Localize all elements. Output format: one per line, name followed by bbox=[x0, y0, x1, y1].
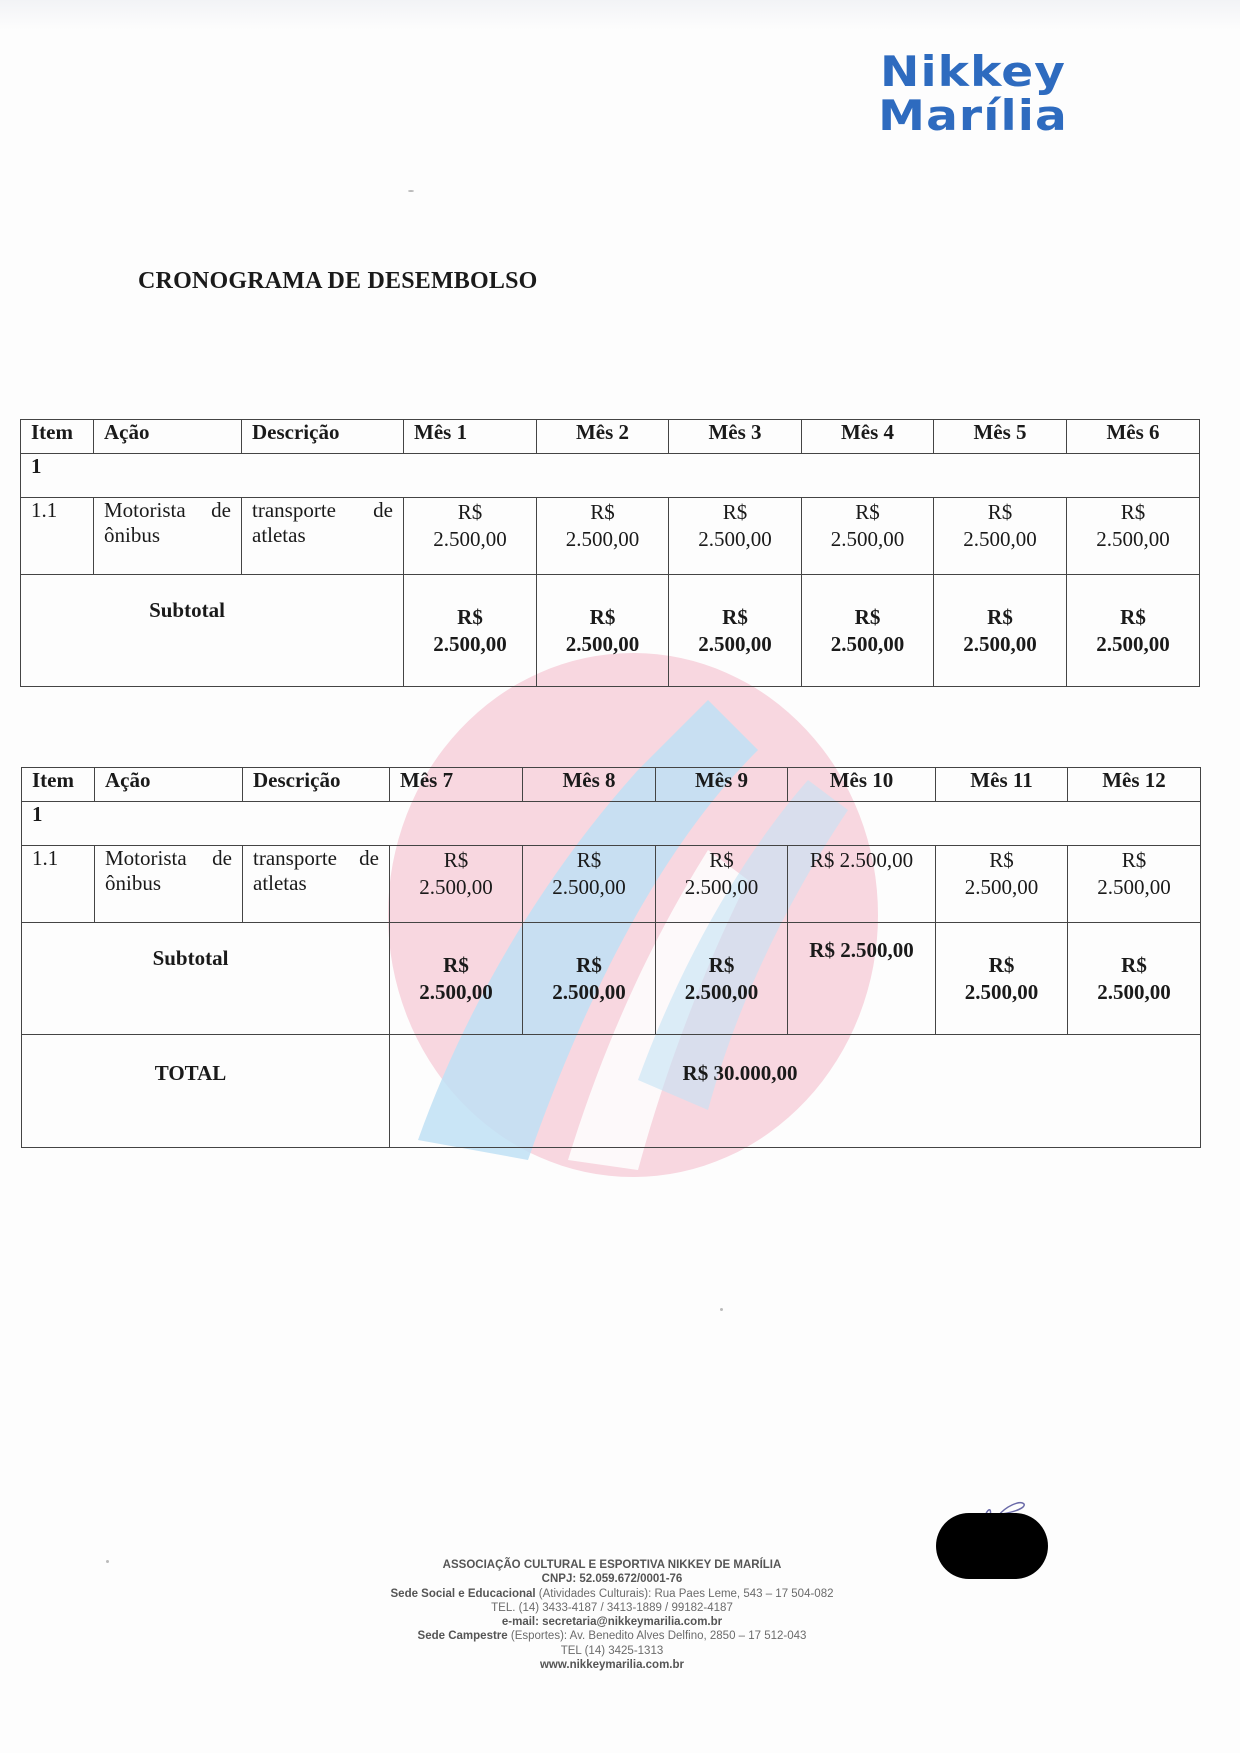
row-descricao bbox=[242, 498, 404, 575]
value-amount: 2.500,00 bbox=[419, 875, 493, 899]
subtotal-row bbox=[21, 575, 1200, 687]
subtotal-amount: 2.500,00 bbox=[419, 979, 493, 1004]
value-mes-6 bbox=[1067, 498, 1200, 575]
footer-cnpj: CNPJ: 52.059.672/0001-76 bbox=[541, 1573, 683, 1586]
subtotal-currency: R$ bbox=[589, 604, 616, 629]
redaction-mark bbox=[936, 1513, 1048, 1579]
subtotal-amount: 2.500,00 bbox=[565, 631, 640, 656]
row-descricao-line-2: atletas bbox=[252, 523, 306, 547]
subtotal-amount: 2.500,00 bbox=[1097, 979, 1171, 1004]
footer-website[interactable]: www.nikkeymarilia.com.br bbox=[539, 1659, 685, 1672]
subtotal-currency: R$ bbox=[987, 604, 1013, 629]
value-amount: 2.500,00 bbox=[830, 527, 905, 551]
subtotal-mes-1 bbox=[404, 575, 537, 687]
header-descricao: Descrição bbox=[242, 420, 404, 454]
value-mes-10 bbox=[788, 846, 936, 923]
value-mes-8 bbox=[523, 846, 656, 923]
subtotal-mes-10 bbox=[788, 923, 936, 1035]
header-mes-4: Mês 4 bbox=[802, 420, 934, 454]
header-mes-12: Mês 12 bbox=[1068, 768, 1201, 802]
value-currency: R$ bbox=[457, 500, 483, 524]
row-acao-line-2: ônibus bbox=[104, 523, 161, 547]
subtotal-currency: R$ bbox=[457, 604, 483, 629]
value-amount: 2.500,00 bbox=[684, 875, 759, 899]
row-acao bbox=[95, 846, 243, 923]
row-descricao-line-1: transporte de bbox=[253, 846, 379, 870]
value-amount: 2.500,00 bbox=[963, 527, 1037, 551]
subtotal-amount: 2.500,00 bbox=[964, 979, 1039, 1004]
footer-sede-campestre-text: (Esportes): Av. Benedito Alves Delfino, 2850 – 17 512-043 bbox=[507, 1630, 807, 1643]
header-item: Item bbox=[22, 768, 95, 802]
disbursement-table-months-7-12 bbox=[21, 767, 1201, 1148]
subtotal-mes-5 bbox=[934, 575, 1067, 687]
value-currency: R$ bbox=[443, 848, 469, 872]
subtotal-label: Subtotal bbox=[22, 923, 390, 1035]
value-mes-1 bbox=[404, 498, 537, 575]
scan-speck bbox=[106, 1560, 109, 1563]
row-acao-line-1: Motorista de bbox=[104, 498, 231, 522]
header-mes-11: Mês 11 bbox=[936, 768, 1068, 802]
row-acao-line-1: Motorista de bbox=[105, 846, 232, 870]
subtotal-currency: R$ bbox=[576, 952, 602, 977]
footer-sede-social-label: Sede Social e Educacional bbox=[390, 1587, 536, 1600]
subtotal-mes-6 bbox=[1067, 575, 1200, 687]
page-title: CRONOGRAMA DE DESEMBOLSO bbox=[138, 268, 538, 294]
footer-org: ASSOCIAÇÃO CULTURAL E ESPORTIVA NIKKEY DE MARÍLIA bbox=[442, 1559, 782, 1571]
value-amount: R$ 2.500,00 bbox=[809, 848, 914, 872]
row-item: 1.1 bbox=[21, 498, 94, 575]
nikkey-marilia-logo bbox=[858, 47, 1088, 140]
header-mes-8: Mês 8 bbox=[523, 768, 656, 802]
subtotal-currency: R$ bbox=[988, 952, 1015, 977]
subtotal-mes-3 bbox=[669, 575, 802, 687]
value-mes-3 bbox=[669, 498, 802, 575]
subtotal-amount: 2.500,00 bbox=[433, 631, 507, 656]
header-acao: Ação bbox=[95, 768, 243, 802]
subtotal-amount: 2.500,00 bbox=[698, 631, 772, 656]
subtotal-amount: 2.500,00 bbox=[552, 979, 626, 1004]
value-amount: 2.500,00 bbox=[1097, 875, 1171, 899]
subtotal-mes-7 bbox=[390, 923, 523, 1035]
header-descricao: Descrição bbox=[243, 768, 390, 802]
value-currency: R$ bbox=[590, 500, 615, 524]
row-descricao-line-1: transporte de bbox=[252, 498, 393, 522]
subtotal-currency: R$ bbox=[722, 604, 748, 629]
value-currency: R$ bbox=[576, 848, 602, 872]
value-amount: 2.500,00 bbox=[552, 875, 626, 899]
disbursement-table-months-1-6 bbox=[20, 419, 1200, 687]
subtotal-currency: R$ bbox=[854, 604, 881, 629]
header-mes-1: Mês 1 bbox=[404, 420, 537, 454]
footer-sede-campestre bbox=[312, 1629, 912, 1643]
header-mes-6: Mês 6 bbox=[1067, 420, 1200, 454]
value-currency: R$ bbox=[709, 848, 734, 872]
value-currency: R$ bbox=[1120, 500, 1146, 524]
value-amount: 2.500,00 bbox=[1096, 527, 1170, 551]
value-amount: 2.500,00 bbox=[964, 875, 1039, 899]
value-currency: R$ bbox=[855, 500, 880, 524]
footer-sede-social bbox=[312, 1587, 912, 1601]
footer-email[interactable]: e-mail: secretaria@nikkeymarilia.com.br bbox=[501, 1616, 723, 1629]
table-header-row bbox=[22, 768, 1201, 802]
row-item: 1.1 bbox=[22, 846, 95, 923]
subtotal-currency: R$ bbox=[1120, 604, 1146, 629]
subtotal-mes-9 bbox=[656, 923, 788, 1035]
value-mes-9 bbox=[656, 846, 788, 923]
subtotal-mes-2 bbox=[537, 575, 669, 687]
subtotal-amount: 2.500,00 bbox=[963, 631, 1037, 656]
table-row bbox=[21, 498, 1200, 575]
value-currency: R$ bbox=[987, 500, 1013, 524]
value-amount: 2.500,00 bbox=[698, 527, 772, 551]
header-mes-10: Mês 10 bbox=[788, 768, 936, 802]
total-value: R$ 30.000,00 bbox=[390, 1035, 1201, 1148]
value-currency: R$ bbox=[1121, 848, 1147, 872]
row-acao bbox=[94, 498, 242, 575]
subtotal-currency: R$ bbox=[708, 952, 735, 977]
value-amount: 2.500,00 bbox=[565, 527, 640, 551]
subtotal-label: Subtotal bbox=[21, 575, 404, 687]
subtotal-mes-4 bbox=[802, 575, 934, 687]
value-mes-7 bbox=[390, 846, 523, 923]
scan-speck bbox=[720, 1308, 723, 1311]
header-acao: Ação bbox=[94, 420, 242, 454]
table-row bbox=[22, 846, 1201, 923]
group-row bbox=[21, 454, 1200, 498]
footer-sede-social-text: (Atividades Culturais): Rua Paes Leme, 543 – 17 504-082 bbox=[535, 1587, 834, 1600]
subtotal-mes-8 bbox=[523, 923, 656, 1035]
value-amount: 2.500,00 bbox=[433, 527, 507, 551]
value-mes-12 bbox=[1068, 846, 1201, 923]
value-mes-11 bbox=[936, 846, 1068, 923]
subtotal-amount: R$ 2.500,00 bbox=[809, 938, 914, 962]
scan-speck bbox=[408, 190, 414, 192]
subtotal-amount: 2.500,00 bbox=[1096, 631, 1170, 656]
value-currency: R$ bbox=[989, 848, 1014, 872]
subtotal-currency: R$ bbox=[1121, 952, 1147, 977]
header-mes-7: Mês 7 bbox=[390, 768, 523, 802]
footer-tel-2: TEL (14) 3425-1313 bbox=[560, 1644, 664, 1657]
subtotal-currency: R$ bbox=[443, 952, 469, 977]
group-label: 1 bbox=[22, 802, 1201, 846]
header-mes-9: Mês 9 bbox=[656, 768, 788, 802]
page-footer bbox=[312, 1558, 912, 1672]
logo-line-2: Marília bbox=[878, 91, 1068, 140]
scan-edge bbox=[0, 0, 1240, 30]
header-mes-2: Mês 2 bbox=[537, 420, 669, 454]
footer-sede-campestre-label: Sede Campestre bbox=[417, 1630, 508, 1643]
value-mes-4 bbox=[802, 498, 934, 575]
row-descricao bbox=[243, 846, 390, 923]
header-mes-3: Mês 3 bbox=[669, 420, 802, 454]
value-mes-5 bbox=[934, 498, 1067, 575]
value-mes-2 bbox=[537, 498, 669, 575]
subtotal-mes-11 bbox=[936, 923, 1068, 1035]
subtotal-row bbox=[22, 923, 1201, 1035]
value-currency: R$ bbox=[722, 500, 748, 524]
subtotal-amount: 2.500,00 bbox=[830, 631, 905, 656]
table-header-row bbox=[21, 420, 1200, 454]
row-acao-line-2: ônibus bbox=[105, 871, 162, 895]
subtotal-mes-12 bbox=[1068, 923, 1201, 1035]
total-row bbox=[22, 1035, 1201, 1148]
row-descricao-line-2: atletas bbox=[253, 871, 307, 895]
subtotal-amount: 2.500,00 bbox=[684, 979, 759, 1004]
footer-tel-1: TEL. (14) 3433-4187 / 3413-1889 / 99182-4187 bbox=[491, 1601, 733, 1614]
header-item: Item bbox=[21, 420, 94, 454]
group-label: 1 bbox=[21, 454, 1200, 498]
logo-line-1: Nikkey bbox=[879, 47, 1067, 96]
header-mes-5: Mês 5 bbox=[934, 420, 1067, 454]
group-row bbox=[22, 802, 1201, 846]
total-label: TOTAL bbox=[22, 1035, 390, 1148]
